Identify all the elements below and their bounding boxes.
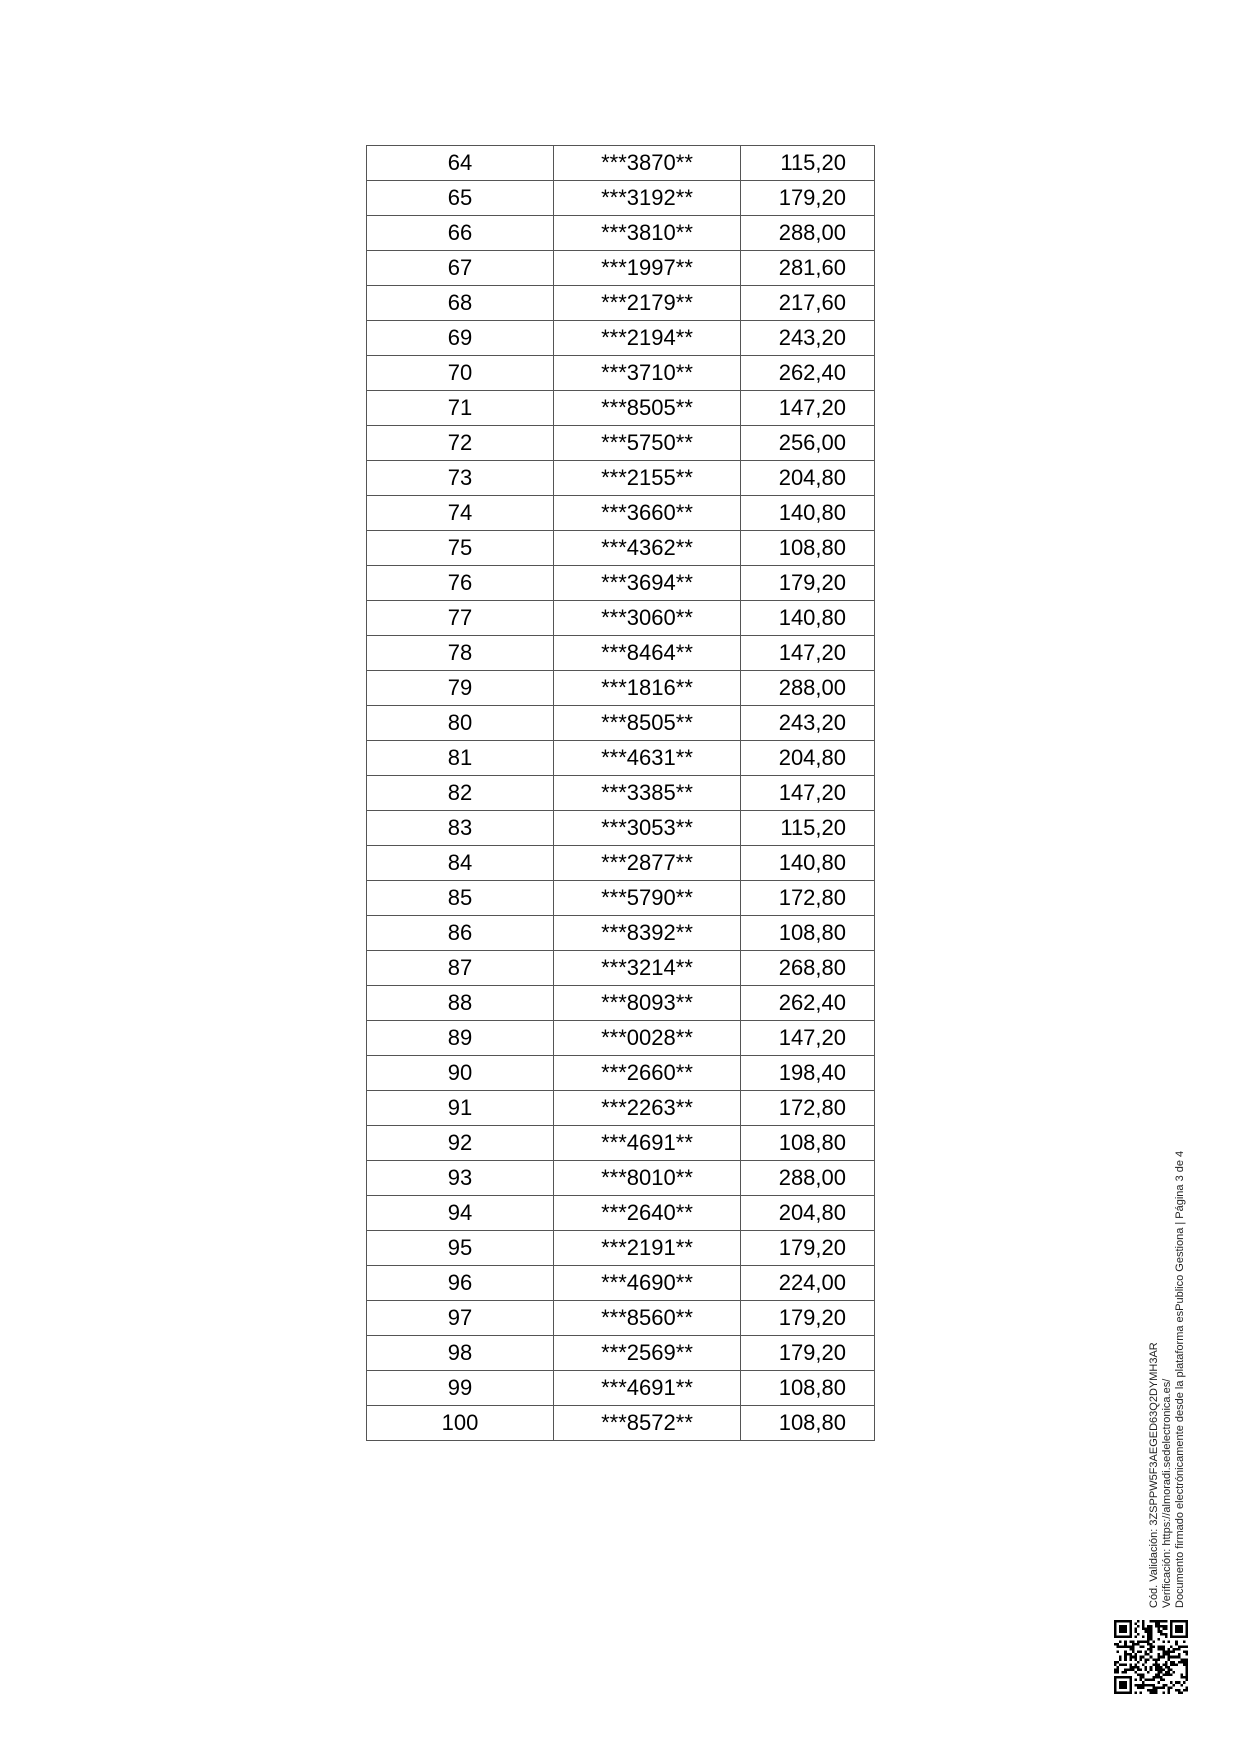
amount-cell: 140,80	[741, 496, 875, 531]
row-number-cell: 69	[367, 321, 554, 356]
masked-id-cell: ***4691**	[554, 1371, 741, 1406]
table-row	[367, 986, 875, 1021]
masked-id-cell: ***8560**	[554, 1301, 741, 1336]
row-number-cell: 64	[367, 146, 554, 181]
masked-id-cell: ***3660**	[554, 496, 741, 531]
amount-cell: 172,80	[741, 1091, 875, 1126]
masked-id-cell: ***5790**	[554, 881, 741, 916]
masked-id-cell: ***3214**	[554, 951, 741, 986]
masked-id-cell: ***3385**	[554, 776, 741, 811]
table-row	[367, 321, 875, 356]
row-number-cell: 76	[367, 566, 554, 601]
amount-cell: 243,20	[741, 706, 875, 741]
amount-cell: 198,40	[741, 1056, 875, 1091]
row-number-cell: 91	[367, 1091, 554, 1126]
row-number-cell: 89	[367, 1021, 554, 1056]
amount-cell: 288,00	[741, 216, 875, 251]
table-row	[367, 1406, 875, 1441]
table-row	[367, 1126, 875, 1161]
amount-cell: 268,80	[741, 951, 875, 986]
amount-cell: 179,20	[741, 566, 875, 601]
row-number-cell: 72	[367, 426, 554, 461]
masked-id-cell: ***3694**	[554, 566, 741, 601]
row-number-cell: 82	[367, 776, 554, 811]
table-row	[367, 636, 875, 671]
masked-id-cell: ***8572**	[554, 1406, 741, 1441]
masked-id-cell: ***8505**	[554, 706, 741, 741]
qr-code-icon	[1114, 1620, 1188, 1694]
row-number-cell: 84	[367, 846, 554, 881]
row-number-cell: 65	[367, 181, 554, 216]
amount-cell: 262,40	[741, 356, 875, 391]
table-row	[367, 1196, 875, 1231]
row-number-cell: 73	[367, 461, 554, 496]
masked-id-cell: ***2569**	[554, 1336, 741, 1371]
masked-id-cell: ***2263**	[554, 1091, 741, 1126]
table-row	[367, 1371, 875, 1406]
amount-cell: 179,20	[741, 1336, 875, 1371]
validation-stamp	[1148, 1151, 1187, 1608]
table-row	[367, 811, 875, 846]
masked-id-cell: ***4362**	[554, 531, 741, 566]
masked-id-cell: ***0028**	[554, 1021, 741, 1056]
amount-cell: 262,40	[741, 986, 875, 1021]
row-number-cell: 86	[367, 916, 554, 951]
table-row	[367, 426, 875, 461]
table-row	[367, 216, 875, 251]
masked-id-cell: ***8010**	[554, 1161, 741, 1196]
masked-id-cell: ***8505**	[554, 391, 741, 426]
row-number-cell: 97	[367, 1301, 554, 1336]
masked-id-cell: ***3710**	[554, 356, 741, 391]
amount-cell: 204,80	[741, 741, 875, 776]
masked-id-cell: ***3192**	[554, 181, 741, 216]
row-number-cell: 85	[367, 881, 554, 916]
row-number-cell: 83	[367, 811, 554, 846]
amount-cell: 172,80	[741, 881, 875, 916]
masked-id-cell: ***2640**	[554, 1196, 741, 1231]
table-row	[367, 356, 875, 391]
row-number-cell: 93	[367, 1161, 554, 1196]
amount-cell: 147,20	[741, 636, 875, 671]
row-number-cell: 71	[367, 391, 554, 426]
amount-cell: 179,20	[741, 181, 875, 216]
amount-cell: 147,20	[741, 1021, 875, 1056]
row-number-cell: 67	[367, 251, 554, 286]
table-row	[367, 1091, 875, 1126]
table-row	[367, 531, 875, 566]
row-number-cell: 95	[367, 1231, 554, 1266]
row-number-cell: 66	[367, 216, 554, 251]
row-number-cell: 90	[367, 1056, 554, 1091]
row-number-cell: 78	[367, 636, 554, 671]
amount-cell: 288,00	[741, 671, 875, 706]
masked-id-cell: ***8093**	[554, 986, 741, 1021]
row-number-cell: 87	[367, 951, 554, 986]
table-row	[367, 601, 875, 636]
amount-cell: 217,60	[741, 286, 875, 321]
masked-id-cell: ***1997**	[554, 251, 741, 286]
row-number-cell: 75	[367, 531, 554, 566]
amount-cell: 108,80	[741, 1371, 875, 1406]
row-number-cell: 79	[367, 671, 554, 706]
amount-cell: 281,60	[741, 251, 875, 286]
row-number-cell: 98	[367, 1336, 554, 1371]
table-row	[367, 391, 875, 426]
amount-cell: 108,80	[741, 1126, 875, 1161]
masked-id-cell: ***3810**	[554, 216, 741, 251]
table-row	[367, 846, 875, 881]
amount-cell: 140,80	[741, 601, 875, 636]
row-number-cell: 100	[367, 1406, 554, 1441]
row-number-cell: 94	[367, 1196, 554, 1231]
masked-id-cell: ***4690**	[554, 1266, 741, 1301]
masked-id-cell: ***2155**	[554, 461, 741, 496]
amount-cell: 288,00	[741, 1161, 875, 1196]
table-row	[367, 916, 875, 951]
masked-id-cell: ***8464**	[554, 636, 741, 671]
verification-url: Verificación: https://almoradi.sedelectronica.es/	[1161, 1378, 1173, 1608]
table-row	[367, 881, 875, 916]
row-number-cell: 92	[367, 1126, 554, 1161]
table-row	[367, 776, 875, 811]
table-body	[367, 146, 875, 1441]
amount-cell: 115,20	[741, 146, 875, 181]
table-row	[367, 566, 875, 601]
validation-code: Cód. Validación: 3ZSPPW5F3AEGED63Q2DYMH3AR	[1148, 1342, 1160, 1608]
row-number-cell: 81	[367, 741, 554, 776]
table-row	[367, 741, 875, 776]
masked-id-cell: ***3870**	[554, 146, 741, 181]
amount-cell: 147,20	[741, 776, 875, 811]
amount-cell: 140,80	[741, 846, 875, 881]
masked-id-cell: ***2194**	[554, 321, 741, 356]
amount-cell: 243,20	[741, 321, 875, 356]
amount-cell: 108,80	[741, 916, 875, 951]
row-number-cell: 68	[367, 286, 554, 321]
amount-cell: 147,20	[741, 391, 875, 426]
table-row	[367, 1336, 875, 1371]
table-row	[367, 146, 875, 181]
masked-id-cell: ***2877**	[554, 846, 741, 881]
masked-id-cell: ***1816**	[554, 671, 741, 706]
table-row	[367, 461, 875, 496]
masked-id-cell: ***3053**	[554, 811, 741, 846]
amount-cell: 108,80	[741, 1406, 875, 1441]
amount-cell: 179,20	[741, 1301, 875, 1336]
row-number-cell: 70	[367, 356, 554, 391]
table-row	[367, 1056, 875, 1091]
table-row	[367, 1301, 875, 1336]
table-row	[367, 1021, 875, 1056]
table-row	[367, 251, 875, 286]
row-number-cell: 88	[367, 986, 554, 1021]
table-row	[367, 181, 875, 216]
table-row	[367, 951, 875, 986]
masked-id-cell: ***4691**	[554, 1126, 741, 1161]
signature-note: Documento firmado electrónicamente desde la plataforma esPublico Gestiona | Página 3 de 4	[1174, 1150, 1186, 1608]
masked-id-cell: ***8392**	[554, 916, 741, 951]
masked-id-cell: ***2191**	[554, 1231, 741, 1266]
amount-cell: 108,80	[741, 531, 875, 566]
row-number-cell: 77	[367, 601, 554, 636]
row-number-cell: 96	[367, 1266, 554, 1301]
amount-cell: 204,80	[741, 461, 875, 496]
masked-id-cell: ***2179**	[554, 286, 741, 321]
table-row	[367, 706, 875, 741]
table-row	[367, 1161, 875, 1196]
masked-id-cell: ***4631**	[554, 741, 741, 776]
row-number-cell: 99	[367, 1371, 554, 1406]
masked-id-cell: ***2660**	[554, 1056, 741, 1091]
amount-cell: 256,00	[741, 426, 875, 461]
row-number-cell: 80	[367, 706, 554, 741]
amount-cell: 204,80	[741, 1196, 875, 1231]
data-table	[366, 145, 875, 1441]
table-row	[367, 496, 875, 531]
masked-id-cell: ***3060**	[554, 601, 741, 636]
table-row	[367, 1266, 875, 1301]
amount-cell: 115,20	[741, 811, 875, 846]
row-number-cell: 74	[367, 496, 554, 531]
table-row	[367, 671, 875, 706]
amount-cell: 224,00	[741, 1266, 875, 1301]
table-row	[367, 1231, 875, 1266]
masked-id-cell: ***5750**	[554, 426, 741, 461]
table-row	[367, 286, 875, 321]
amount-cell: 179,20	[741, 1231, 875, 1266]
